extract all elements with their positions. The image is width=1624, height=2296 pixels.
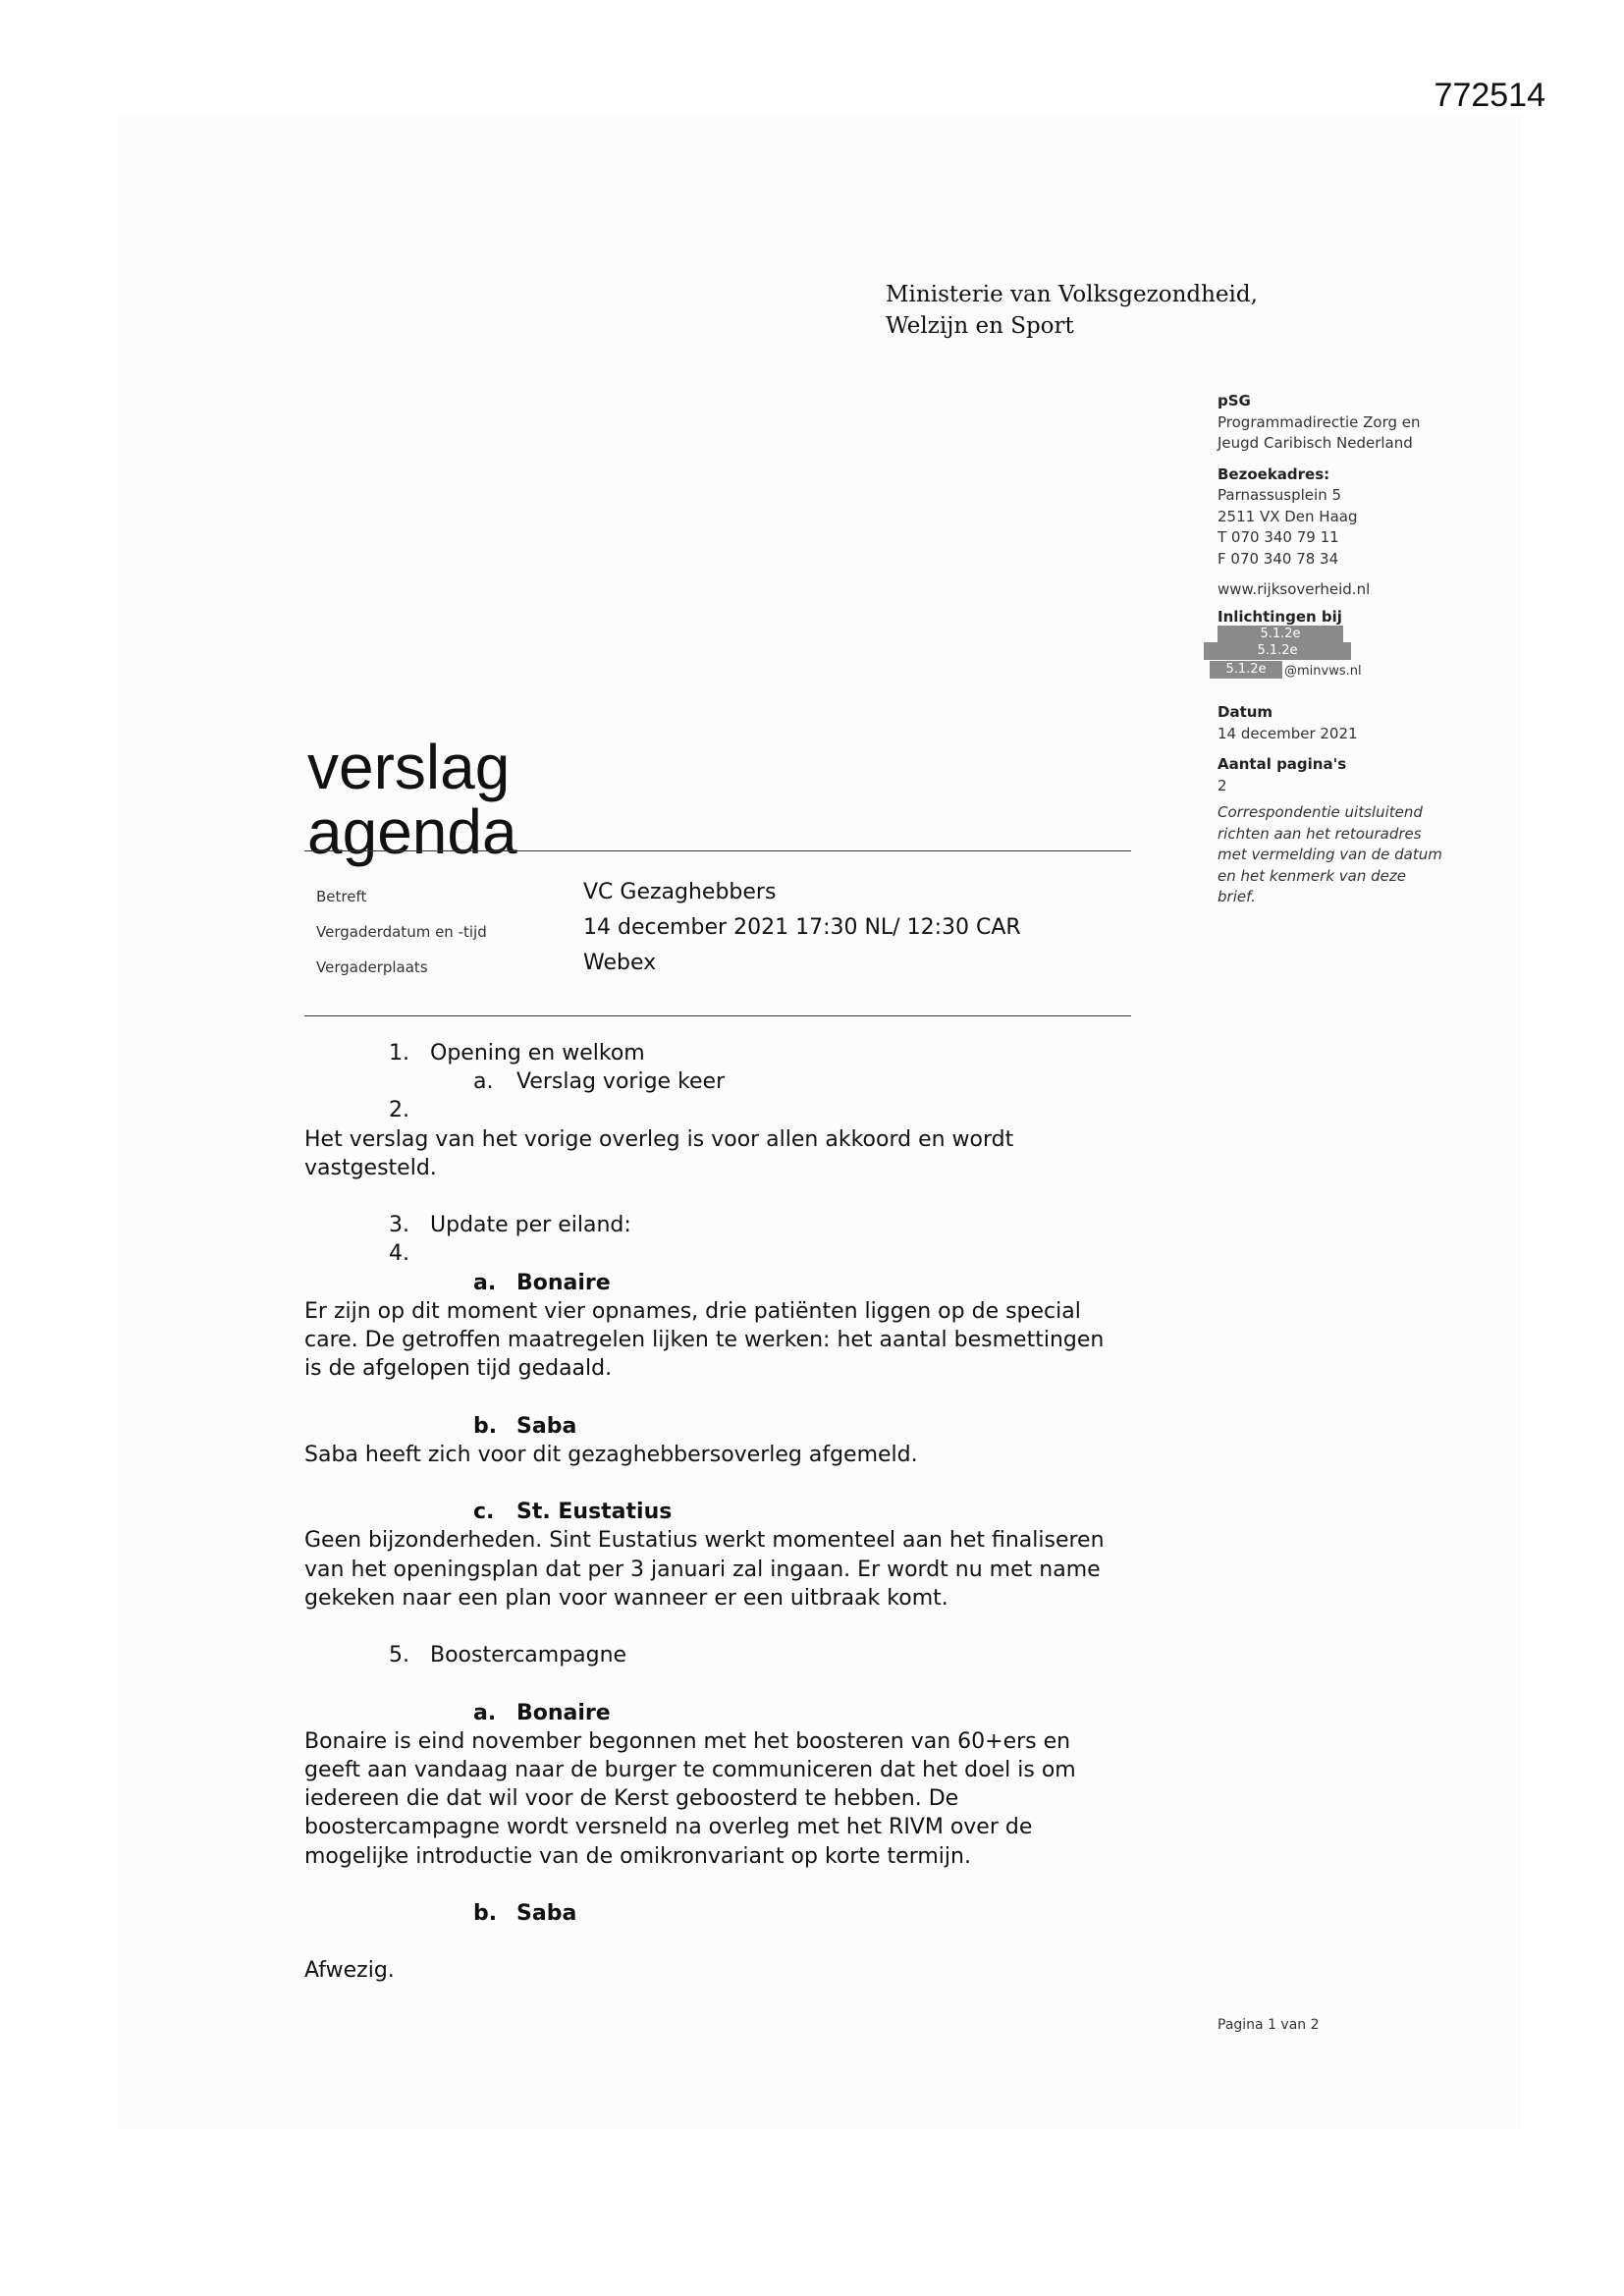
address-label: Bezoekadres:: [1218, 465, 1330, 483]
minutes-body: [304, 1039, 1188, 1986]
dept-code: pSG: [1218, 392, 1251, 410]
title-line-1: verslag: [307, 732, 511, 802]
title-line-2: agenda: [307, 796, 517, 867]
address-city: 2511 VX Den Haag: [1218, 507, 1358, 525]
agenda-item: 4.: [389, 1241, 409, 1267]
divider-top: [304, 850, 1131, 851]
paragraph-line: Er zijn op dit moment vier opnames, drie patiënten liggen op de special: [304, 1298, 1081, 1324]
ministry-logo-text: [886, 279, 1258, 342]
paragraph-line: van het openingsplan dat per 3 januari zal ingaan. Er wordt nu met name: [304, 1557, 1101, 1582]
redaction-box: 5.1.2e: [1204, 642, 1351, 660]
agenda-item: 5. Boostercampagne: [389, 1643, 627, 1668]
address-block: [1218, 465, 1473, 571]
correspondence-notice: [1218, 802, 1473, 908]
paragraph-line: is de afgelopen tijd gedaald.: [304, 1356, 613, 1382]
agenda-item: 2.: [389, 1098, 409, 1123]
section-heading: b. Saba: [473, 1901, 577, 1926]
pages-label: Aantal pagina's: [1218, 755, 1347, 773]
agenda-subitem: a. Verslag vorige keer: [473, 1069, 726, 1095]
notice-line: richten aan het retouradres: [1218, 824, 1422, 843]
paragraph-line: geeft aan vandaag naar de burger te communiceren dat het doel is om: [304, 1758, 1076, 1782]
paragraph-line: gekeken naar een plan voor wanneer er een uitbraak komt.: [304, 1585, 948, 1611]
paragraph-line: care. De getroffen maatregelen lijken te werken: het aantal besmettingen: [304, 1328, 1105, 1353]
paragraph-line: Geen bijzonderheden. Sint Eustatius werkt momenteel aan het finaliseren: [304, 1528, 1105, 1554]
redaction-box: 5.1.2e: [1210, 661, 1282, 679]
pages-value: 2: [1218, 776, 1227, 794]
paragraph-line: mogelijke introductie van de omikronvariant op korte termijn.: [304, 1843, 971, 1869]
phone-number: T 070 340 79 11: [1218, 528, 1339, 546]
department-block: [1218, 391, 1473, 455]
datetime-label: Vergaderdatum en -tijd: [316, 923, 487, 941]
notice-line: brief.: [1218, 888, 1256, 905]
notice-line: en het kenmerk van deze: [1218, 866, 1406, 885]
info-label: Inlichtingen bij: [1218, 607, 1342, 626]
section-heading: c. St. Eustatius: [473, 1500, 673, 1525]
fax-number: F 070 340 78 34: [1218, 549, 1339, 568]
redacted-contact: [1218, 626, 1473, 694]
website-link[interactable]: www.rijksoverheid.nl: [1218, 580, 1371, 598]
dept-line-2: Jeugd Caribisch Nederland: [1218, 434, 1413, 452]
address-street: Parnassusplein 5: [1218, 486, 1342, 504]
paragraph-line: boostercampagne wordt versneld na overleg met het RIVM over de: [304, 1815, 1033, 1840]
page-number: Pagina 1 van 2: [1218, 2017, 1320, 2033]
place-value: Webex: [583, 951, 657, 975]
datetime-value: 14 december 2021 17:30 NL/ 12:30 CAR: [583, 915, 1021, 940]
section-heading: a. Bonaire: [473, 1700, 611, 1725]
notice-line: Correspondentie uitsluitend: [1218, 803, 1423, 821]
paragraph-line: Saba heeft zich voor dit gezaghebbersoverleg afgemeld.: [304, 1442, 918, 1467]
dept-line-1: Programmadirectie Zorg en: [1218, 412, 1421, 431]
document-number: 772514: [1434, 77, 1545, 114]
paragraph-line: Afwezig.: [304, 1958, 395, 1984]
redaction-box: 5.1.2e: [1218, 626, 1343, 643]
paragraph-line: vastgesteld.: [304, 1155, 437, 1180]
ministry-line-1: Ministerie van Volksgezondheid,: [886, 282, 1258, 307]
date-label: Datum: [1218, 703, 1273, 721]
divider-bottom: [304, 1015, 1131, 1016]
paragraph-line: Het verslag van het vorige overleg is voor allen akkoord en wordt: [304, 1126, 1014, 1152]
paragraph-line: iedereen die dat wil voor de Kerst geboosterd te hebben. De: [304, 1786, 959, 1812]
agenda-item: 3. Update per eiland:: [389, 1213, 631, 1238]
agenda-item: 1. Opening en welkom: [389, 1041, 645, 1066]
document-title: [307, 732, 517, 867]
place-label: Vergaderplaats: [316, 958, 428, 976]
paragraph-line: Bonaire is eind november begonnen met het boosteren van 60+ers en: [304, 1728, 1071, 1754]
email-suffix: @minvws.nl: [1284, 664, 1362, 679]
subject-value: VC Gezaghebbers: [583, 880, 777, 904]
subject-label: Betreft: [316, 888, 367, 905]
notice-line: met vermelding van de datum: [1218, 846, 1442, 863]
date-value: 14 december 2021: [1218, 724, 1358, 742]
section-heading: b. Saba: [473, 1413, 577, 1439]
sender-sidebar: [1218, 391, 1473, 908]
ministry-line-2: Welzijn en Sport: [886, 313, 1074, 339]
section-heading: a. Bonaire: [473, 1270, 611, 1295]
